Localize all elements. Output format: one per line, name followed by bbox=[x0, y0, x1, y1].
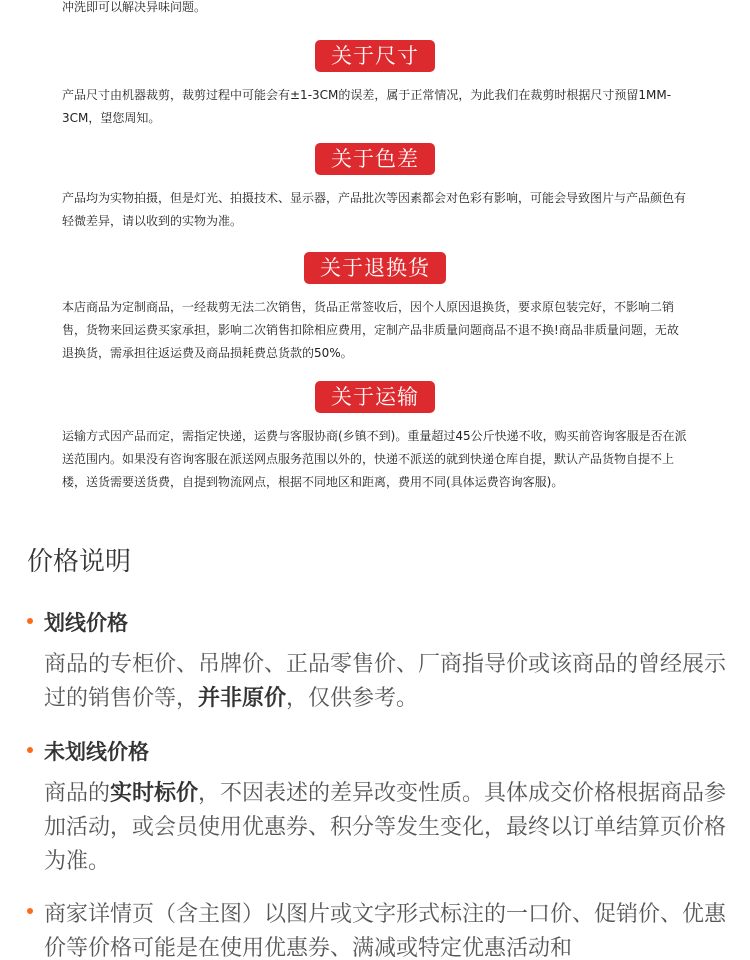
color-difference-section bbox=[0, 143, 750, 233]
color-difference-heading-badge: 关于色差 bbox=[315, 143, 435, 175]
uncrossed-price-text: 商品的实时标价，不因表述的差异改变性质。具体成交价格根据商品参加活动，或会员使用优惠券、积分等发生变化，最终以订单结算页价格为准。 bbox=[44, 781, 727, 874]
bullet-dot-icon bbox=[27, 618, 33, 624]
crossed-price-item bbox=[27, 608, 727, 716]
return-section bbox=[0, 252, 750, 365]
bullet-dot-icon bbox=[27, 908, 33, 914]
intro-text-fragment: 冲洗即可以解决异味问题。 bbox=[62, 0, 207, 14]
crossed-price-text: 商品的专柜价、吊牌价、正品零售价、厂商指导价或该商品的曾经展示过的销售价等，并非原价，仅供参考。 bbox=[44, 652, 727, 711]
uncrossed-price-heading: 未划线价格 bbox=[44, 740, 149, 764]
shipping-description: 运输方式因产品而定，需指定快递，运费与客服协商(乡镇不到)。重量超过45公斤快递不收，购买前咨询客服是否在派送范围内。如果没有咨询客服在派送网点服务范围以外的，快递不派送的就到快递仓库自提，默认产品货物自提不上楼，送货需要送货费，自提到物流网点，根据不同地区和距离，费用不同(具体运费咨询客服)。 bbox=[62, 429, 687, 489]
size-description: 产品尺寸由机器裁剪，裁剪过程中可能会有±1-3CM的误差，属于正常情况，为此我们在裁剪时根据尺寸预留1MM-3CM，望您周知。 bbox=[62, 88, 672, 125]
crossed-price-heading: 划线价格 bbox=[44, 611, 128, 635]
color-difference-description: 产品均为实物拍摄，但是灯光、拍摄技术、显示器，产品批次等因素都会对色彩有影响，可能会导致图片与产品颜色有轻微差异，请以收到的实物为准。 bbox=[62, 191, 687, 228]
bullet-dot-icon bbox=[27, 747, 33, 753]
return-description: 本店商品为定制商品，一经裁剪无法二次销售，货品正常签收后，因个人原因退换货，要求原包装完好，不影响二销售，货物来回运费买家承担，影响二次销售扣除相应费用，定制产品非质量问题商品不退不换!商品非质量问题，无故退换货，需承担往返运费及商品损耗费总货款的50%。 bbox=[62, 300, 679, 360]
merchant-note-item bbox=[27, 898, 727, 960]
shipping-heading-badge: 关于运输 bbox=[315, 381, 435, 413]
merchant-note-text: 商家详情页（含主图）以图片或文字形式标注的一口价、促销价、优惠价等价格可能是在使用优惠券、满减或特定优惠活动和 bbox=[44, 902, 727, 960]
shipping-section bbox=[0, 381, 750, 494]
price-explanation-title: 价格说明 bbox=[27, 547, 132, 577]
size-heading-badge: 关于尺寸 bbox=[315, 40, 435, 72]
return-heading-badge: 关于退换货 bbox=[304, 252, 446, 284]
size-section bbox=[0, 40, 750, 130]
uncrossed-price-item bbox=[27, 737, 727, 879]
